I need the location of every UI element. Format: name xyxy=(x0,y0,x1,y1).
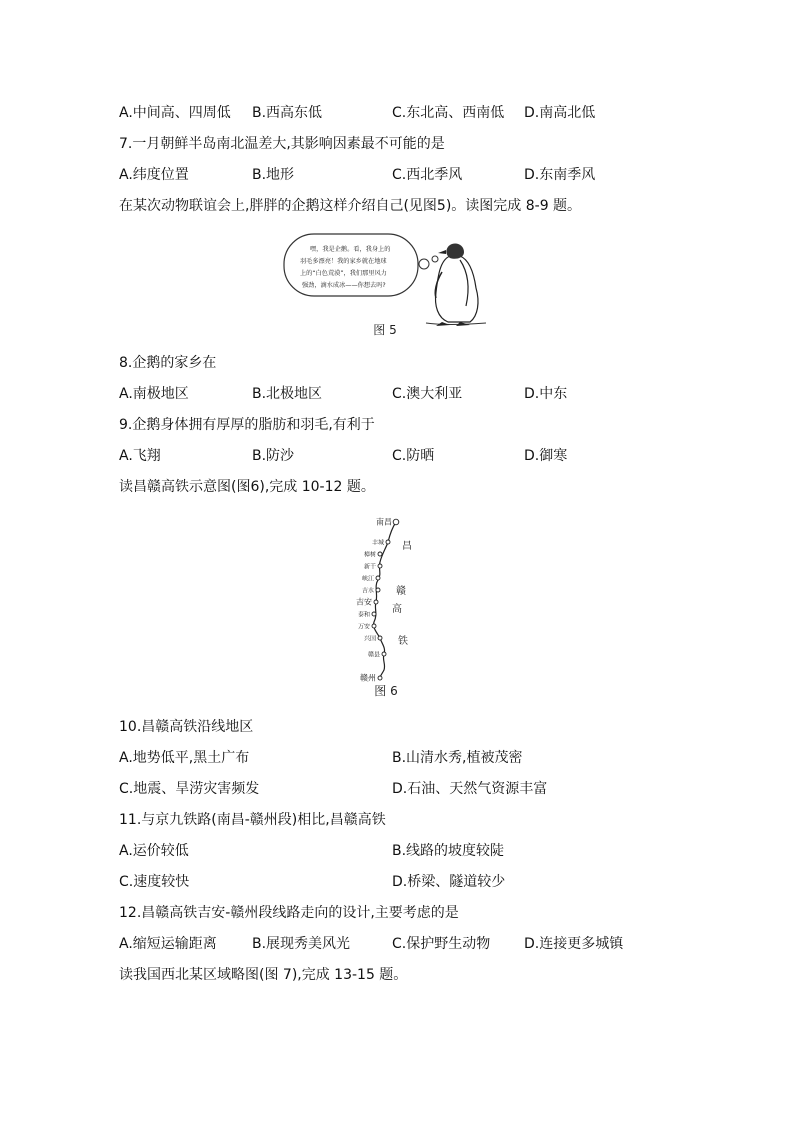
bubble-line-4: 强劲，滴水成冰——你想去吗? xyxy=(302,282,386,289)
station-marker xyxy=(374,600,378,604)
q9-option-d: D.御寒 xyxy=(524,448,568,464)
q7-option-a: A.纬度位置 xyxy=(119,167,189,183)
q8-stem: 8.企鹅的家乡在 xyxy=(119,355,217,371)
station-marker xyxy=(378,676,382,680)
figure-5-caption: 图 5 xyxy=(373,323,397,337)
q6-option-a: A.中间高、四周低 xyxy=(119,105,231,121)
q9-option-a: A.飞翔 xyxy=(119,448,161,464)
figure-5-penguin xyxy=(280,226,490,338)
station-name: 泰和 xyxy=(357,611,370,619)
q9-option-c: C.防晒 xyxy=(392,448,435,464)
intro-8-9: 在某次动物联谊会上,胖胖的企鹅这样介绍自己(见图5)。读图完成 8-9 题。 xyxy=(119,198,582,214)
q8-option-c: C.澳大利亚 xyxy=(392,386,463,402)
station-marker xyxy=(382,652,386,656)
q6-option-c: C.东北高、西南低 xyxy=(392,105,505,121)
q7-option-d: D.东南季风 xyxy=(524,167,596,183)
q8-option-a: A.南极地区 xyxy=(119,386,189,402)
intro-10-12: 读昌赣高铁示意图(图6),完成 10-12 题。 xyxy=(119,479,375,495)
line-label-gao: 高 xyxy=(392,604,402,615)
q11-option-d: D.桥梁、隧道较少 xyxy=(392,874,506,890)
station-marker xyxy=(372,612,376,616)
q6-option-b: B.西高东低 xyxy=(252,105,323,121)
intro-13-15: 读我国西北某区域略图(图 7),完成 13-15 题。 xyxy=(119,967,408,983)
q8-option-d: D.中东 xyxy=(524,386,568,402)
station-name: 赣县 xyxy=(367,651,380,659)
q9-stem: 9.企鹅身体拥有厚厚的脂肪和羽毛,有利于 xyxy=(119,417,375,433)
q11-option-c: C.速度较快 xyxy=(119,874,190,890)
figure-6-caption: 图 6 xyxy=(374,684,398,698)
q12-option-a: A.缩短运输距离 xyxy=(119,936,217,952)
station-marker xyxy=(393,519,399,525)
line-label-chang: 昌 xyxy=(402,541,412,552)
stations-layer xyxy=(356,517,399,683)
q10-stem: 10.昌赣高铁沿线地区 xyxy=(119,719,254,735)
station-marker xyxy=(378,552,382,556)
station-marker xyxy=(376,576,380,580)
q7-stem: 7.一月朝鲜半岛南北温差大,其影响因素最不可能的是 xyxy=(119,136,445,152)
station-name: 万安 xyxy=(357,623,370,631)
q10-option-d: D.石油、天然气资源丰富 xyxy=(392,781,548,797)
q9-option-b: B.防沙 xyxy=(252,448,295,464)
station-name: 樟树 xyxy=(363,551,376,559)
station-name: 丰城 xyxy=(371,539,384,547)
q11-option-b: B.线路的坡度较陡 xyxy=(392,843,505,859)
q7-option-c: C.西北季风 xyxy=(392,167,463,183)
q10-option-a: A.地势低平,黑土广布 xyxy=(119,750,250,766)
station-name: 南昌 xyxy=(376,517,392,527)
q11-stem: 11.与京九铁路(南昌-赣州段)相比,昌赣高铁 xyxy=(119,812,386,828)
station-name: 赣州 xyxy=(360,673,376,683)
q12-option-b: B.展现秀美风光 xyxy=(252,936,351,952)
q12-stem: 12.昌赣高铁吉安-赣州段线路走向的设计,主要考虑的是 xyxy=(119,905,459,921)
figure-6-rail-map xyxy=(350,512,430,700)
station-name: 吉安 xyxy=(356,597,372,607)
station-marker xyxy=(386,540,390,544)
q10-option-c: C.地震、旱涝灾害频发 xyxy=(119,781,260,797)
bubble-line-3: 上的“白色荒漠”，我们那里风力 xyxy=(300,270,387,277)
station-name: 峡江 xyxy=(361,575,374,583)
q7-option-b: B.地形 xyxy=(252,167,295,183)
line-label-tie: 铁 xyxy=(398,636,408,647)
bubble-line-1: 嘿，我是企鹅。看，我身上的 xyxy=(310,246,391,253)
bubble-line-2: 羽毛多漂亮！我的家乡就在地球 xyxy=(300,258,387,265)
station-name: 新干 xyxy=(363,563,376,571)
q8-option-b: B.北极地区 xyxy=(252,386,323,402)
station-marker xyxy=(378,564,382,568)
q6-option-d: D.南高北低 xyxy=(524,105,596,121)
q11-option-a: A.运价较低 xyxy=(119,843,189,859)
bubble-dot-large xyxy=(419,259,429,269)
q12-option-d: D.连接更多城镇 xyxy=(524,936,624,952)
station-name: 兴国 xyxy=(363,635,376,643)
station-name: 吉水 xyxy=(361,587,374,595)
station-marker xyxy=(376,588,380,592)
q12-option-c: C.保护野生动物 xyxy=(392,936,491,952)
q10-option-b: B.山清水秀,植被茂密 xyxy=(392,750,523,766)
line-label-gan: 赣 xyxy=(396,586,406,597)
bubble-dot-small xyxy=(432,256,438,262)
station-marker xyxy=(378,636,382,640)
station-marker xyxy=(372,624,376,628)
